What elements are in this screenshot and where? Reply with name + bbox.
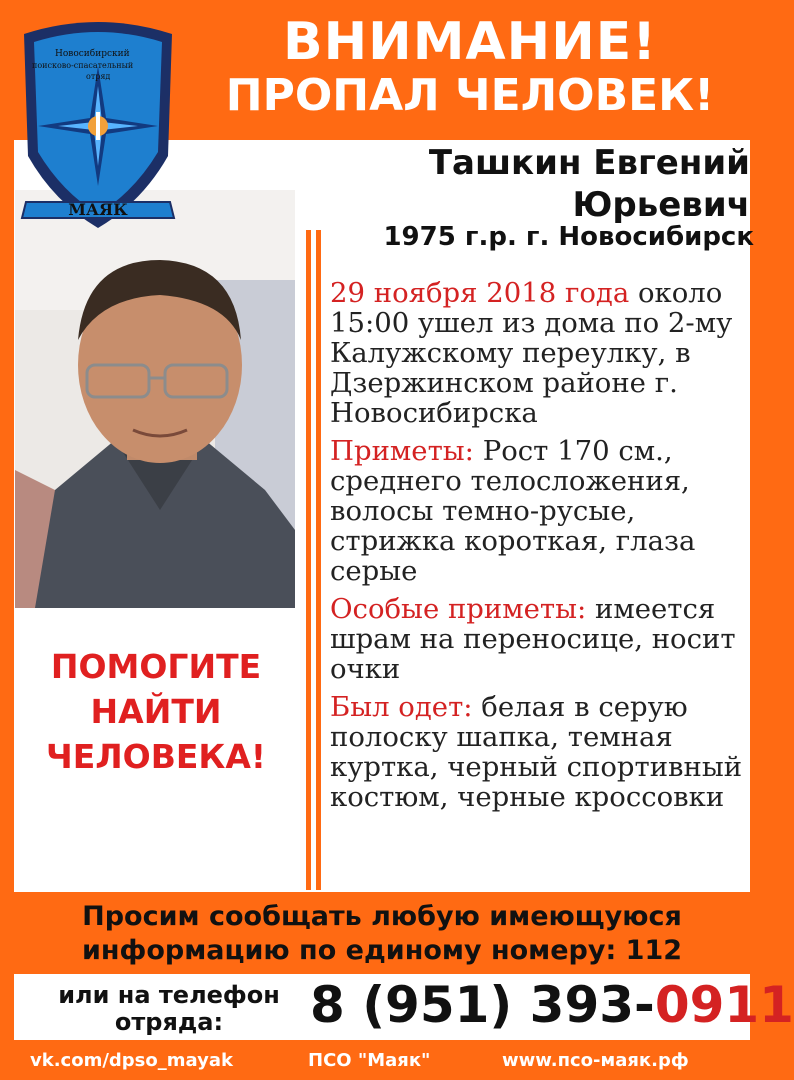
clothes: Был одет: белая в серую полоску шапка, темная куртка, черный спортивный костюм, черные кроссовки [330,691,743,813]
missing-person-photo [15,190,295,608]
svg-text:Новосибирский: Новосибирский [55,49,130,59]
phone-label: или на телефон отряда: [58,981,280,1036]
svg-text:поисково-спасательный: поисково-спасательный [32,61,134,70]
special-signs: Особые приметы: имеется шрам на переносице, носит очки [330,593,736,685]
footer [0,1040,764,1080]
description-block [330,278,750,820]
site-link[interactable]: www.псо-маяк.рф [502,1050,689,1071]
circumstances: 29 ноября 2018 года около 15:00 ушел из дома по 2-му Калужскому переулку, в Дзержинском районе г. Новосибирска [330,277,733,429]
signs: Приметы: Рост 170 см., среднего телосложения, волосы темно-русые, стрижка короткая, глаза серые [330,435,696,587]
phone-bar [14,974,794,1040]
missing-person-title: ПРОПАЛ ЧЕЛОВЕК! [225,70,715,121]
svg-text:МАЯК: МАЯК [68,200,128,219]
person-name-line2: Юрьевич [572,185,750,225]
divider-right [316,230,321,890]
phone-number[interactable]: 8 (951) 393-0911 [310,976,794,1034]
person-name-line1: Ташкин Евгений [428,143,750,183]
org-name: ПСО "Маяк" [308,1050,431,1071]
birth-info: 1975 г.р. г. Новосибирск [383,222,754,252]
help-find-call: ПОМОГИТЕ НАЙТИ ЧЕЛОВЕКА! [46,647,266,776]
mayak-emblem [12,6,184,234]
compass-rose-lighthouse-icon [12,6,184,234]
alert-title: ВНИМАНИЕ! [283,12,657,72]
appeal-text: Просим сообщать любую имеющуюся информацию по единому номеру: 112 [81,901,683,966]
person-name [429,142,750,226]
vk-link[interactable]: vk.com/dpso_mayak [30,1050,233,1071]
divider-left [306,230,311,890]
svg-text:отряд: отряд [86,72,111,81]
